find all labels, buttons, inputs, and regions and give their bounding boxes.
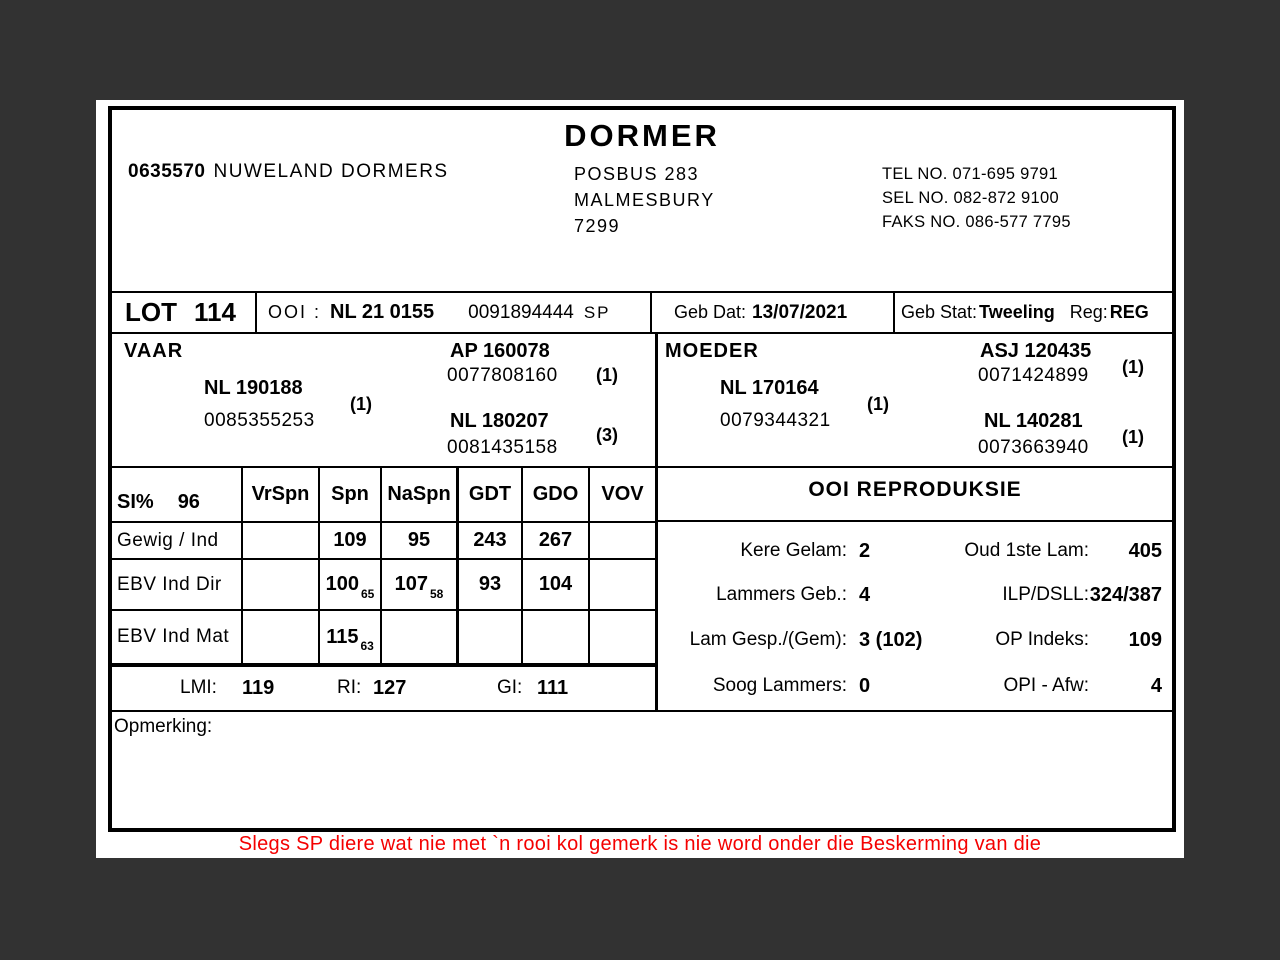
ebv-dir-vov — [590, 560, 655, 611]
ebv-dir-naspn-value: 107 — [394, 573, 428, 595]
lam-gesp-value: 3 (102) — [859, 629, 923, 651]
ebv-mat-spn-accuracy: 63 — [360, 639, 374, 653]
ebv-dir-gdo: 104 — [523, 560, 590, 611]
animal-id: NL 21 0155 — [330, 301, 435, 323]
birth-status-label: Geb Stat: — [901, 302, 978, 322]
ebv-mat-spn — [320, 611, 382, 663]
row-label-ebv-mat: EBV Ind Mat — [112, 611, 243, 663]
sp-protection-note: Slegs SP diere wat nie met `n rooi kol gemerk is nie word onder die Beskerming van die — [238, 833, 1042, 855]
remarks-label: Opmerking: — [114, 716, 213, 737]
sire-dam-tag: 0081435158 — [447, 437, 558, 458]
ebv-dir-vrspn — [243, 560, 320, 611]
ebv-dir-naspn-accuracy: 58 — [430, 586, 444, 601]
ebv-mat-vrspn — [243, 611, 320, 663]
dam-dam-note: (1) — [1122, 427, 1144, 447]
lot-row — [112, 291, 1172, 334]
breeding-index-table — [112, 466, 655, 667]
sire-note: (1) — [350, 394, 372, 414]
breed-title: DORMER — [564, 118, 720, 153]
tel-number: TEL NO. 071-695 9791 — [882, 165, 1058, 183]
postal-address — [574, 161, 715, 239]
ebv-dir-gdt: 93 — [456, 560, 523, 611]
op-indeks-value: 109 — [1128, 629, 1162, 651]
dam-note: (1) — [867, 394, 889, 414]
ebv-mat-gdo — [523, 611, 590, 663]
reproduction-row — [658, 584, 1172, 610]
remarks-box — [112, 712, 1172, 828]
row-label-ebv-dir: EBV Ind Dir — [112, 560, 243, 611]
index-summary-row — [112, 667, 655, 712]
reproduction-panel — [658, 466, 1172, 712]
gewig-spn: 109 — [320, 523, 382, 560]
lot-number: 114 — [194, 297, 236, 327]
opi-afw-value: 4 — [1150, 675, 1162, 697]
gi-value: 111 — [537, 677, 569, 699]
reproduction-row — [658, 629, 1172, 655]
ebv-dir-spn-accuracy: 65 — [361, 586, 375, 601]
dam-tag: 0079344321 — [720, 410, 831, 431]
gewig-vrspn — [243, 523, 320, 560]
lmi-value: 119 — [242, 677, 275, 699]
stud-name: NUWELAND DORMERS — [213, 161, 449, 182]
gewig-gdt: 243 — [456, 523, 523, 560]
col-header-vov: VOV — [590, 468, 655, 523]
si-value: 96 — [177, 491, 200, 513]
lammers-geb-value: 4 — [859, 584, 871, 606]
ebv-dir-spn — [320, 560, 382, 611]
lam-gesp-label: Lam Gesp./(Gem): — [689, 629, 847, 650]
op-indeks-label: OP Indeks: — [995, 629, 1089, 650]
address-line-1: POSBUS 283 — [574, 164, 700, 184]
oud-1ste-lam-label: Oud 1ste Lam: — [964, 540, 1089, 561]
fax-number: FAKS NO. 086-577 7795 — [882, 213, 1071, 231]
ebv-mat-gdt — [456, 611, 523, 663]
birth-date-cell — [652, 293, 895, 332]
contact-numbers — [882, 162, 1071, 234]
card-main-box — [108, 106, 1176, 832]
sire-sire-tag: 0077808160 — [447, 365, 558, 386]
gewig-gdo: 267 — [523, 523, 590, 560]
ilp-dsll-label: ILP/DSLL: — [1002, 584, 1089, 605]
address-line-2: MALMESBURY — [574, 190, 715, 210]
lmi-label: LMI: — [180, 677, 217, 698]
ri-label: RI: — [337, 677, 362, 698]
col-header-gdt: GDT — [456, 468, 523, 523]
lot-label: LOT — [125, 297, 177, 327]
col-header-vrspn: VrSpn — [243, 468, 320, 523]
ebv-dir-spn-value: 100 — [325, 573, 359, 595]
member-number: 0635570 — [128, 161, 206, 182]
animal-type-label: OOI : — [268, 302, 322, 322]
animal-id-cell — [257, 293, 652, 332]
ri-value: 127 — [373, 677, 407, 699]
dam-dam-tag: 0073663940 — [978, 437, 1089, 458]
lammers-geb-label: Lammers Geb.: — [716, 584, 847, 605]
reproduction-row — [658, 540, 1172, 566]
catalog-card — [96, 100, 1184, 858]
sire-sire-id: AP 160078 — [450, 340, 550, 362]
breeder-line — [128, 161, 449, 183]
dam-dam-id: NL 140281 — [984, 410, 1083, 432]
dam-id: NL 170164 — [720, 377, 819, 399]
dam-sire-tag: 0071424899 — [978, 365, 1089, 386]
dam-section-label: MOEDER — [665, 340, 759, 362]
address-line-3: 7299 — [574, 216, 621, 236]
si-label: SI% — [117, 491, 154, 513]
ebv-dir-naspn — [382, 560, 458, 611]
animal-tag-number: 0091894444 — [468, 301, 574, 323]
ebv-mat-vov — [590, 611, 655, 663]
birth-date-label: Geb Dat: — [674, 302, 747, 322]
dam-sire-id: ASJ 120435 — [980, 340, 1092, 362]
birth-date-value: 13/07/2021 — [752, 301, 848, 323]
gewig-naspn: 95 — [382, 523, 458, 560]
reproduction-row — [658, 675, 1172, 701]
sire-id: NL 190188 — [204, 377, 303, 399]
soog-lammers-value: 0 — [859, 675, 871, 697]
birth-status-cell — [895, 293, 1172, 332]
ebv-mat-spn-value: 115 — [326, 625, 359, 648]
dam-sire-note: (1) — [1122, 357, 1144, 377]
sire-dam-id: NL 180207 — [450, 410, 549, 432]
cell-number: SEL NO. 082-872 9100 — [882, 189, 1059, 207]
kere-gelam-value: 2 — [859, 540, 871, 562]
reg-value: REG — [1109, 302, 1149, 322]
animal-tag-suffix: SP — [583, 302, 611, 322]
col-header-spn: Spn — [320, 468, 382, 523]
lot-cell — [112, 293, 257, 332]
reg-label: Reg: — [1069, 302, 1108, 322]
col-header-naspn: NaSpn — [382, 468, 458, 523]
opi-afw-label: OPI - Afw: — [1003, 675, 1089, 696]
sire-tag: 0085355253 — [204, 410, 315, 431]
reproduction-title: OOI REPRODUKSIE — [808, 478, 1022, 501]
oud-1ste-lam-value: 405 — [1128, 540, 1162, 562]
col-header-gdo: GDO — [523, 468, 590, 523]
si-header-cell — [112, 468, 243, 523]
kere-gelam-label: Kere Gelam: — [740, 540, 847, 561]
sire-dam-note: (3) — [596, 425, 618, 445]
row-label-gewig: Gewig / Ind — [112, 523, 243, 560]
reproduction-title-divider — [655, 520, 1172, 522]
ebv-mat-naspn — [382, 611, 458, 663]
gewig-vov — [590, 523, 655, 560]
ilp-dsll-value: 324/387 — [1089, 584, 1162, 606]
birth-status-value: Tweeling — [979, 302, 1055, 322]
soog-lammers-label: Soog Lammers: — [712, 675, 847, 696]
sire-sire-note: (1) — [596, 365, 618, 385]
sire-section-label: VAAR — [124, 340, 184, 362]
gi-label: GI: — [497, 677, 523, 698]
